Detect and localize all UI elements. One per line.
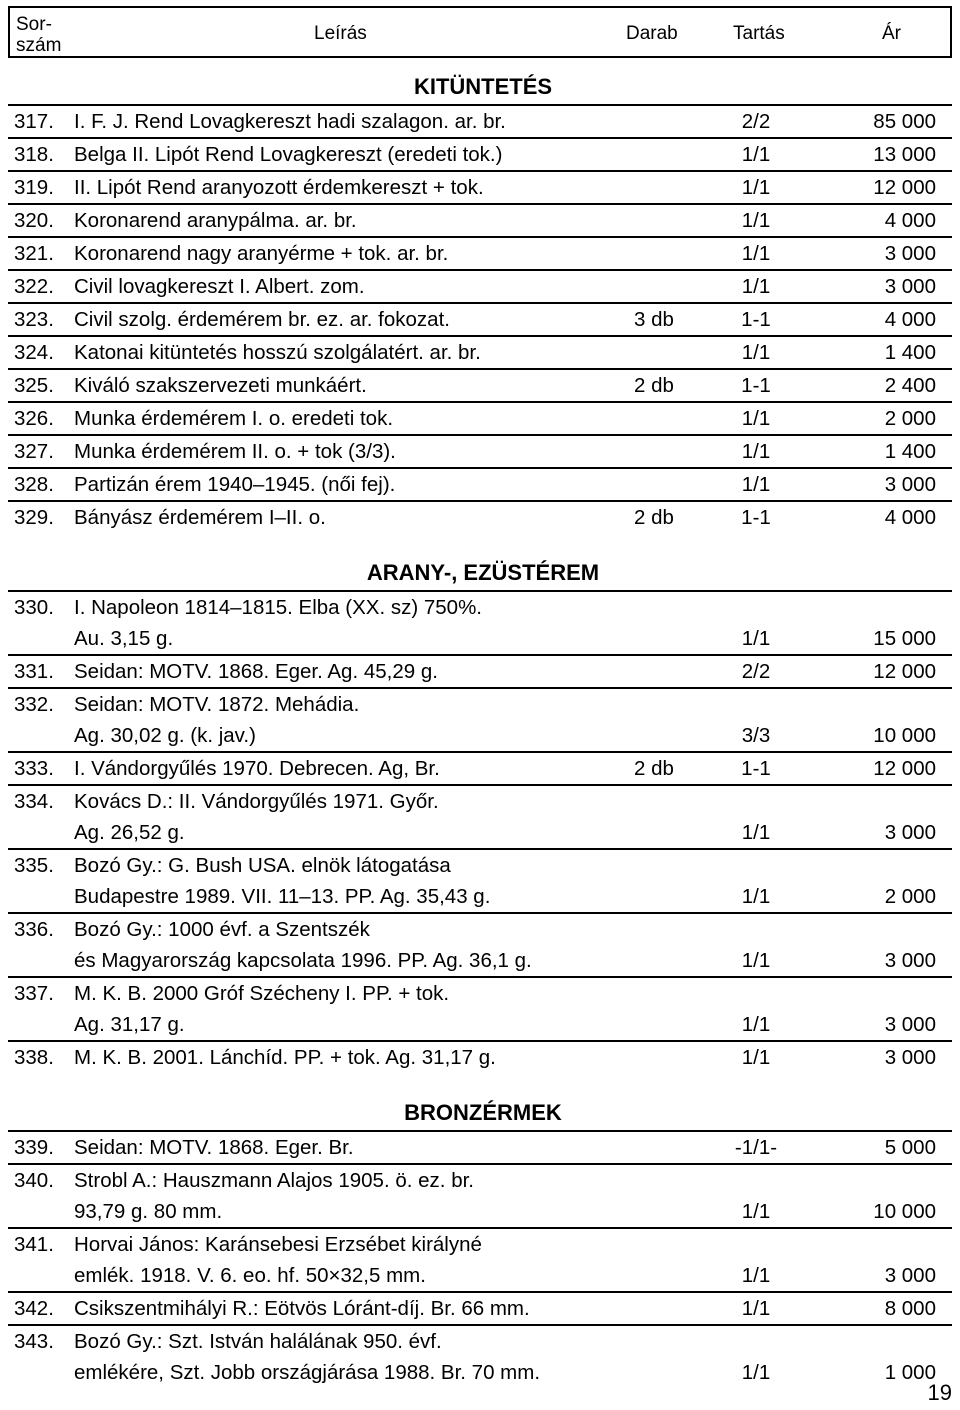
entry-tartas: 1/1 <box>741 885 771 908</box>
catalog-entry <box>8 590 952 654</box>
entry-price: 10 000 <box>873 1200 936 1223</box>
section-title: ARANY-, EZÜSTÉREM <box>366 560 600 585</box>
catalog-entry <box>8 751 952 784</box>
catalog-entry <box>8 170 952 203</box>
entry-number: 334. <box>14 790 54 813</box>
entry-price: 4 000 <box>884 506 936 529</box>
entry-number: 319. <box>14 176 54 199</box>
catalog-entry <box>8 137 952 170</box>
entry-description: Ag. 30,02 g. (k. jav.) <box>74 724 256 747</box>
entry-number: 340. <box>14 1169 54 1192</box>
entry-tartas: 1/1 <box>741 473 771 496</box>
catalog-entry <box>8 1130 952 1163</box>
entry-number: 317. <box>14 110 54 133</box>
entry-tartas: 2/2 <box>741 110 771 133</box>
entry-description: Koronarend nagy aranyérme + tok. ar. br. <box>74 242 449 265</box>
catalog-entry <box>8 500 952 533</box>
entry-number: 331. <box>14 660 54 683</box>
entry-tartas: 1/1 <box>741 1200 771 1223</box>
entry-description: Munka érdemérem I. o. eredeti tok. <box>74 407 394 430</box>
entry-description: Budapestre 1989. VII. 11–13. PP. Ag. 35,43 g. <box>74 885 491 908</box>
entry-description: Kovács D.: II. Vándorgyűlés 1971. Győr. <box>74 790 439 813</box>
entry-description: 93,79 g. 80 mm. <box>74 1200 223 1223</box>
catalog-entry <box>8 1291 952 1324</box>
entry-darab: 2 db <box>634 757 674 780</box>
entry-number: 343. <box>14 1330 54 1353</box>
entry-price: 12 000 <box>873 176 936 199</box>
entry-tartas: 1-1 <box>741 308 771 331</box>
header-ar: Ár <box>882 23 901 44</box>
entry-price: 2 000 <box>884 885 936 908</box>
entry-price: 10 000 <box>873 724 936 747</box>
entry-tartas: 1/1 <box>741 341 771 364</box>
catalog-entry <box>8 976 952 1040</box>
header-tartas: Tartás <box>733 23 785 44</box>
entry-description: és Magyarország kapcsolata 1996. PP. Ag. 36,1 g. <box>74 949 532 972</box>
entry-number: 323. <box>14 308 54 331</box>
entry-tartas: 1/1 <box>741 627 771 650</box>
entry-price: 13 000 <box>873 143 936 166</box>
catalog-entry <box>8 335 952 368</box>
entry-tartas: 1/1 <box>741 143 771 166</box>
entry-number: 337. <box>14 982 54 1005</box>
entry-number: 328. <box>14 473 54 496</box>
catalog-entry <box>8 236 952 269</box>
entry-description: Csikszentmihályi R.: Eötvös Lóránt-díj. Br. 66 mm. <box>74 1297 530 1320</box>
entry-description: I. Vándorgyűlés 1970. Debrecen. Ag, Br. <box>74 757 440 780</box>
catalog-entry <box>8 203 952 236</box>
entry-price: 3 000 <box>884 242 936 265</box>
entry-tartas: 1/1 <box>741 1013 771 1036</box>
entry-price: 12 000 <box>873 757 936 780</box>
entry-description: Munka érdemérem II. o. + tok (3/3). <box>74 440 396 463</box>
column-header <box>8 6 952 58</box>
entry-price: 8 000 <box>884 1297 936 1320</box>
entry-description: Belga II. Lipót Rend Lovagkereszt (eredeti tok.) <box>74 143 503 166</box>
header-darab: Darab <box>626 23 678 44</box>
entry-description: emlékére, Szt. Jobb országjárása 1988. Br. 70 mm. <box>74 1361 541 1384</box>
catalog-entry <box>8 467 952 500</box>
catalog-entry <box>8 654 952 687</box>
entry-darab: 2 db <box>634 374 674 397</box>
catalog-entry <box>8 401 952 434</box>
entry-price: 3 000 <box>884 1264 936 1287</box>
entry-description: M. K. B. 2001. Lánchíd. PP. + tok. Ag. 31,17 g. <box>74 1046 496 1069</box>
entry-price: 2 000 <box>884 407 936 430</box>
entry-price: 12 000 <box>873 660 936 683</box>
entry-description: Kiváló szakszervezeti munkáért. <box>74 374 367 397</box>
entry-number: 322. <box>14 275 54 298</box>
entry-number: 332. <box>14 693 54 716</box>
entry-number: 342. <box>14 1297 54 1320</box>
entry-price: 4 000 <box>884 209 936 232</box>
catalog-entry <box>8 434 952 467</box>
entry-tartas: 1/1 <box>741 440 771 463</box>
catalog-entry <box>8 1163 952 1227</box>
entry-description: Civil lovagkereszt I. Albert. zom. <box>74 275 365 298</box>
entry-number: 333. <box>14 757 54 780</box>
catalog-body <box>8 58 952 1388</box>
entry-tartas: 1/1 <box>741 275 771 298</box>
entry-description: Ag. 26,52 g. <box>74 821 185 844</box>
entry-description: Bozó Gy.: Szt. István halálának 950. évf. <box>74 1330 442 1353</box>
entry-description: Bányász érdemérem I–II. o. <box>74 506 326 529</box>
catalog-entry <box>8 104 952 137</box>
entry-price: 5 000 <box>884 1136 936 1159</box>
catalog-entry <box>8 784 952 848</box>
entry-tartas: 1/1 <box>741 1297 771 1320</box>
page-number: 19 <box>927 1380 952 1405</box>
entry-tartas: 1/1 <box>741 949 771 972</box>
entry-description: Koronarend aranypálma. ar. br. <box>74 209 357 232</box>
entry-number: 324. <box>14 341 54 364</box>
entry-tartas: 3/3 <box>741 724 771 747</box>
entry-number: 341. <box>14 1233 54 1256</box>
entry-tartas: 1/1 <box>741 407 771 430</box>
entry-price: 85 000 <box>873 110 936 133</box>
entry-price: 3 000 <box>884 473 936 496</box>
entry-price: 3 000 <box>884 821 936 844</box>
entry-number: 330. <box>14 596 54 619</box>
entry-tartas: 1/1 <box>741 176 771 199</box>
entry-price: 3 000 <box>884 949 936 972</box>
entry-number: 320. <box>14 209 54 232</box>
entry-number: 335. <box>14 854 54 877</box>
entry-tartas: 1/1 <box>741 209 771 232</box>
entry-price: 3 000 <box>884 275 936 298</box>
header-leiras: Leírás <box>314 23 367 44</box>
entry-tartas: 1/1 <box>741 1046 771 1069</box>
entry-number: 329. <box>14 506 54 529</box>
catalog-entry <box>8 1324 952 1388</box>
entry-price: 2 400 <box>884 374 936 397</box>
entry-price: 4 000 <box>884 308 936 331</box>
entry-number: 327. <box>14 440 54 463</box>
entry-number: 336. <box>14 918 54 941</box>
entry-description: Horvai János: Karánsebesi Erzsébet királyné <box>74 1233 482 1256</box>
catalog-entry <box>8 368 952 401</box>
entry-number: 326. <box>14 407 54 430</box>
entry-tartas: 1/1 <box>741 821 771 844</box>
entry-price: 1 400 <box>884 440 936 463</box>
catalog-entry <box>8 269 952 302</box>
entry-number: 318. <box>14 143 54 166</box>
entry-description: Partizán érem 1940–1945. (női fej). <box>74 473 396 496</box>
catalog-entry <box>8 912 952 976</box>
entry-description: Ag. 31,17 g. <box>74 1013 185 1036</box>
entry-number: 325. <box>14 374 54 397</box>
entry-darab: 3 db <box>634 308 674 331</box>
entry-darab: 2 db <box>634 506 674 529</box>
entry-description: Katonai kitüntetés hosszú szolgálatért. ar. br. <box>74 341 481 364</box>
entry-price: 3 000 <box>884 1013 936 1036</box>
catalog-entry <box>8 687 952 751</box>
entry-description: M. K. B. 2000 Gróf Szécheny I. PP. + tok. <box>74 982 450 1005</box>
entry-description: emlék. 1918. V. 6. eo. hf. 50×32,5 mm. <box>74 1264 426 1287</box>
entry-tartas: 1/1 <box>741 242 771 265</box>
entry-tartas: 1/1 <box>741 1361 771 1384</box>
catalog-entry <box>8 848 952 912</box>
entry-price: 1 400 <box>884 341 936 364</box>
section-title: BRONZÉRMEK <box>404 1100 562 1125</box>
section-title: KITÜNTETÉS <box>413 74 553 99</box>
entry-description: Strobl A.: Hauszmann Alajos 1905. ö. ez. br. <box>74 1169 474 1192</box>
entry-price: 3 000 <box>884 1046 936 1069</box>
entry-description: Seidan: MOTV. 1868. Eger. Br. <box>74 1136 354 1159</box>
entry-tartas: -1/1- <box>734 1136 778 1159</box>
entry-description: I. F. J. Rend Lovagkereszt hadi szalagon. ar. br. <box>74 110 506 133</box>
entry-description: Civil szolg. érdemérem br. ez. ar. fokozat. <box>74 308 450 331</box>
entry-description: Bozó Gy.: G. Bush USA. elnök látogatása <box>74 854 451 877</box>
entry-tartas: 1-1 <box>741 757 771 780</box>
entry-tartas: 2/2 <box>741 660 771 683</box>
entry-description: Seidan: MOTV. 1868. Eger. Ag. 45,29 g. <box>74 660 438 683</box>
catalog-entry <box>8 1040 952 1073</box>
entry-description: Bozó Gy.: 1000 évf. a Szentszék <box>74 918 370 941</box>
entry-number: 339. <box>14 1136 54 1159</box>
entry-tartas: 1-1 <box>741 374 771 397</box>
entry-tartas: 1/1 <box>741 1264 771 1287</box>
entry-description: Seidan: MOTV. 1872. Mehádia. <box>74 693 360 716</box>
entry-description: II. Lipót Rend aranyozott érdemkereszt + tok. <box>74 176 484 199</box>
catalog-entry <box>8 302 952 335</box>
entry-price: 1 000 <box>884 1361 936 1384</box>
entry-number: 321. <box>14 242 54 265</box>
entry-number: 338. <box>14 1046 54 1069</box>
entry-description: I. Napoleon 1814–1815. Elba (XX. sz) 750%. <box>74 596 482 619</box>
catalog-entry <box>8 1227 952 1291</box>
entry-description: Au. 3,15 g. <box>74 627 174 650</box>
entry-tartas: 1-1 <box>741 506 771 529</box>
header-sorszam: Sor- szám <box>16 14 62 56</box>
entry-price: 15 000 <box>873 627 936 650</box>
